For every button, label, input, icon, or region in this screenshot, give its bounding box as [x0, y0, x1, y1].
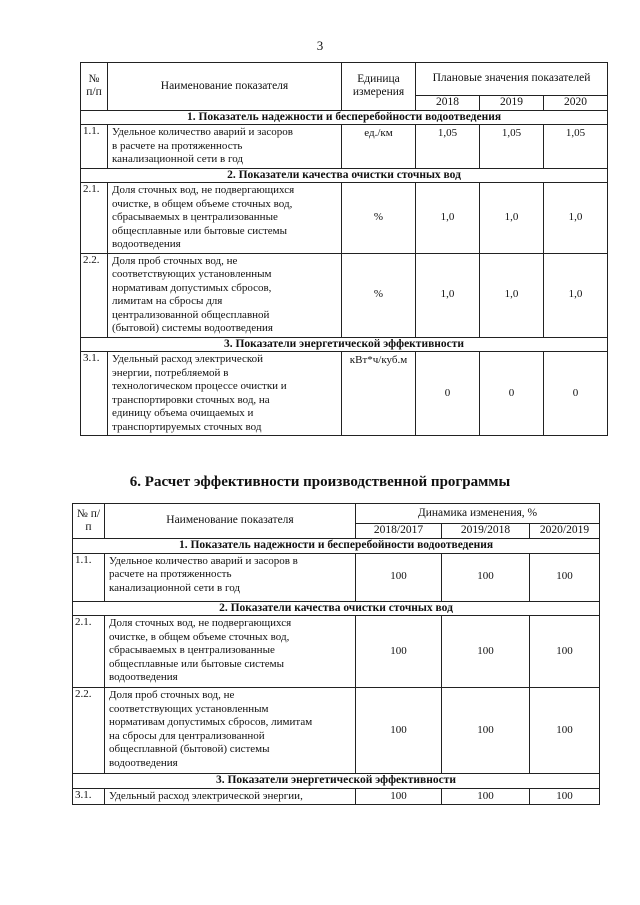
table-row	[73, 788, 600, 805]
header-year: 2020	[544, 96, 608, 111]
row-name: Удельный расход электрической энергии,	[105, 788, 356, 805]
section-heading: 6. Расчет эффективности производственной программы	[129, 474, 511, 490]
row-name: Доля проб сточных вод, не соответствующих установленным нормативам допустимых сбросов, лимитам на сбросы для централизованной общесплавной (бытовой) системы водоотведения	[108, 253, 342, 337]
row-num: 3.1.	[81, 352, 108, 436]
row-value: 1,0	[544, 183, 608, 254]
row-value: 1,0	[480, 183, 544, 254]
row-num: 2.2.	[81, 253, 108, 337]
section-title: 2. Показатели качества очистки сточных вод	[81, 168, 608, 183]
row-value: 100	[530, 688, 600, 774]
row-unit: %	[342, 183, 416, 254]
row-name: Доля сточных вод, не подвергающихся очистке, в общем объеме сточных вод, сбрасываемых в централизованные общесплавные или бытовые системы водоотведения	[108, 183, 342, 254]
header-name: Наименование показателя	[105, 504, 356, 539]
row-value: 0	[416, 352, 480, 436]
header-period: 2019/2018	[442, 524, 530, 539]
row-num: 2.1.	[73, 616, 105, 688]
row-unit: кВт*ч/куб.м	[342, 352, 416, 436]
row-value: 100	[356, 788, 442, 805]
row-name: Удельный расход электрической энергии, потребляемой в технологическом процессе очистки и транспортировки сточных вод, на единицу объема очищаемых и транспортируемых сточных вод	[108, 352, 342, 436]
header-unit: Единица измерения	[342, 63, 416, 111]
row-value: 1,0	[416, 183, 480, 254]
row-value: 100	[442, 688, 530, 774]
row-value: 100	[530, 616, 600, 688]
header-year: 2018	[416, 96, 480, 111]
row-name: Удельное количество аварий и засоров в расчете на протяженность канализационной сети в год	[108, 125, 342, 169]
row-num: 1.1.	[73, 553, 105, 601]
table-row	[81, 253, 608, 337]
row-name: Доля проб сточных вод, не соответствующих установленным нормативам допустимых сбросов, лимитам на сбросы для централизованной общесплавной (бытовой) системы водоотведения	[105, 688, 356, 774]
header-year: 2019	[480, 96, 544, 111]
row-num: 2.1.	[81, 183, 108, 254]
table-row	[81, 352, 608, 436]
row-value: 1,05	[416, 125, 480, 169]
row-value: 100	[442, 616, 530, 688]
row-value: 1,0	[544, 253, 608, 337]
row-value: 1,0	[480, 253, 544, 337]
table-row	[81, 125, 608, 169]
row-value: 1,05	[480, 125, 544, 169]
row-value: 1,05	[544, 125, 608, 169]
header-dynamics: Динамика изменения, %	[356, 504, 600, 524]
row-num: 1.1.	[81, 125, 108, 169]
row-value: 100	[530, 788, 600, 805]
row-unit: ед./км	[342, 125, 416, 169]
row-value: 100	[442, 788, 530, 805]
header-num: № п/п	[81, 63, 108, 111]
row-num: 3.1.	[73, 788, 105, 805]
table-row	[81, 183, 608, 254]
section-title: 3. Показатели энергетической эффективности	[73, 774, 600, 789]
row-unit: %	[342, 253, 416, 337]
header-name: Наименование показателя	[108, 63, 342, 111]
row-value: 0	[480, 352, 544, 436]
header-num: № п/п	[73, 504, 105, 539]
efficiency-table	[72, 503, 600, 805]
row-value: 0	[544, 352, 608, 436]
section-title: 2. Показатели качества очистки сточных вод	[73, 601, 600, 616]
row-value: 100	[356, 616, 442, 688]
table-row	[73, 616, 600, 688]
page-number: 3	[316, 38, 324, 53]
header-period: 2018/2017	[356, 524, 442, 539]
row-num: 2.2.	[73, 688, 105, 774]
section-title: 1. Показатель надежности и бесперебойности водоотведения	[73, 539, 600, 554]
row-value: 100	[442, 553, 530, 601]
row-value: 100	[356, 553, 442, 601]
row-value: 100	[356, 688, 442, 774]
section-title: 3. Показатели энергетической эффективности	[81, 337, 608, 352]
table-row	[73, 688, 600, 774]
row-name: Удельное количество аварий и засоров в расчете на протяженность канализационной сети в год	[105, 553, 356, 601]
table-row	[73, 553, 600, 601]
row-value: 1,0	[416, 253, 480, 337]
header-period: 2020/2019	[530, 524, 600, 539]
section-title: 1. Показатель надежности и бесперебойности водоотведения	[81, 110, 608, 125]
planned-values-table	[80, 62, 608, 436]
row-name: Доля сточных вод, не подвергающихся очистке, в общем объеме сточных вод, сбрасываемых в централизованные общесплавные или бытовые системы водоотведения	[105, 616, 356, 688]
row-value: 100	[530, 553, 600, 601]
header-plan: Плановые значения показателей	[416, 63, 608, 96]
